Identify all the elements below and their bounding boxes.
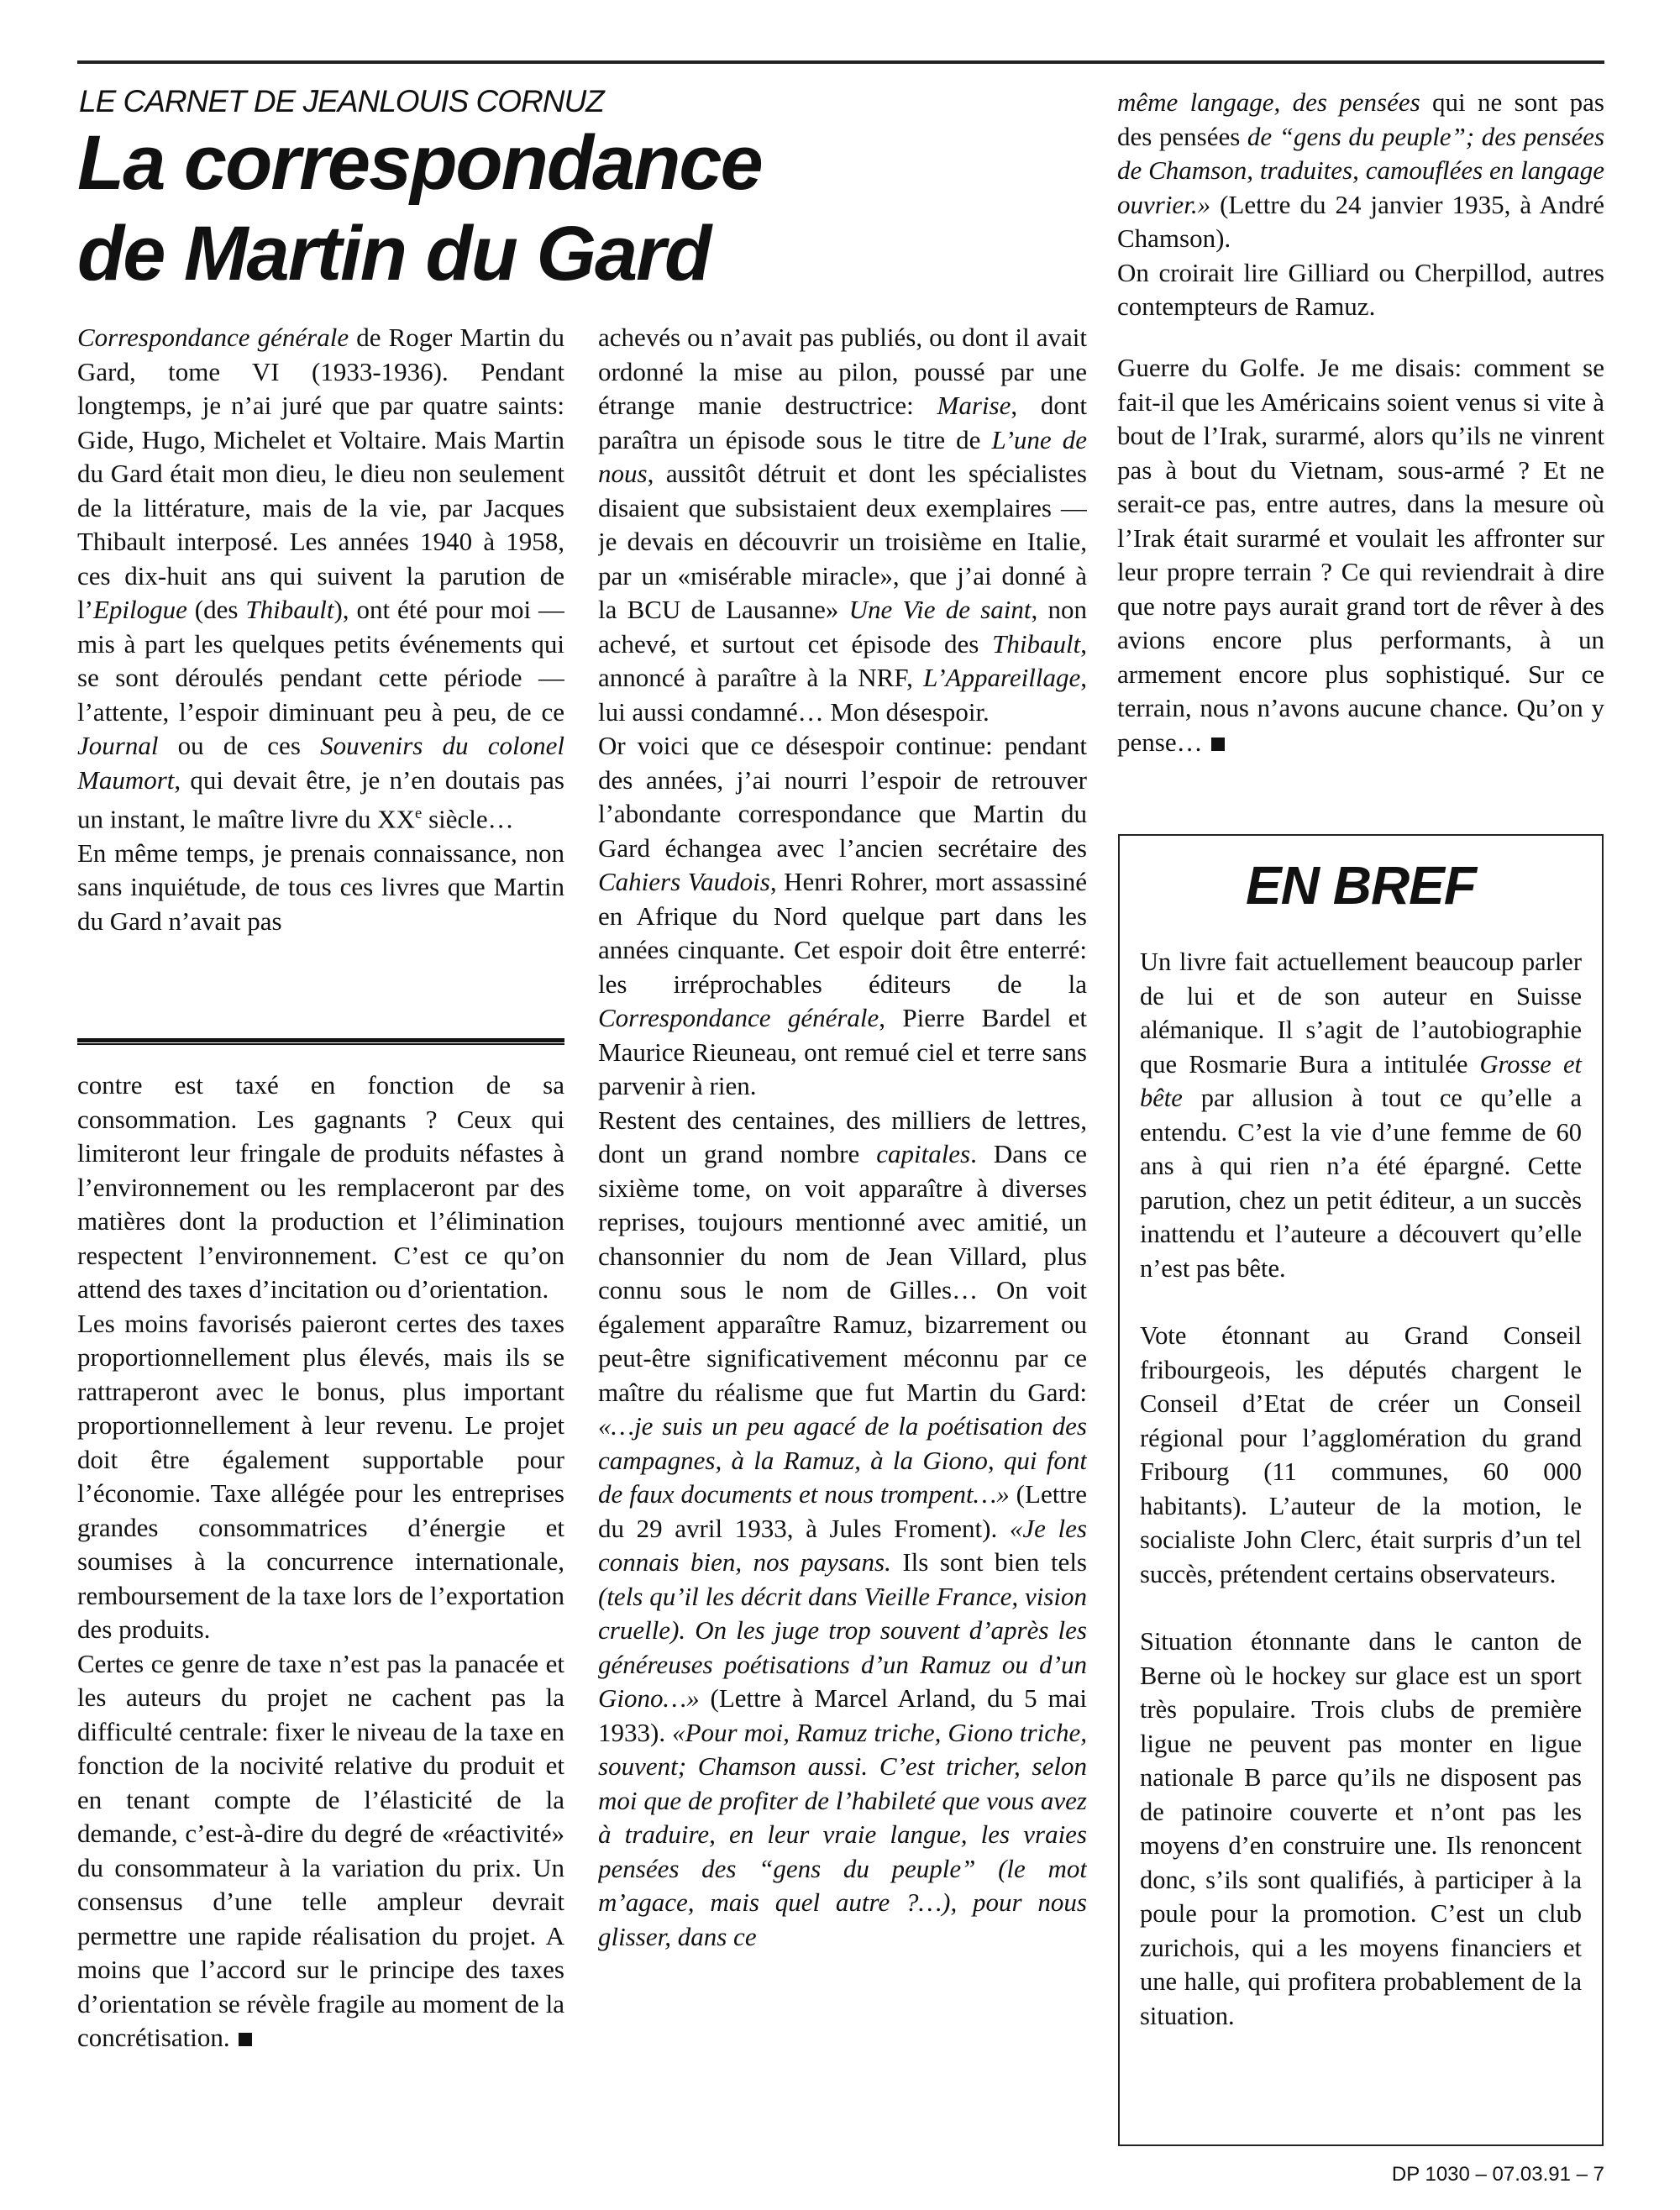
article-column-1-top — [77, 321, 564, 1001]
article-column-3-top — [1117, 86, 1604, 324]
en-bref-title: EN BREF — [1246, 855, 1476, 916]
headline-line-1: La correspondance — [77, 120, 762, 206]
paragraph: Guerre du Golfe. Je me disais: comment se fait-il que les Américains soient venus si vite à bout de l’Irak, surarmé, alors qu’ils ne vinrent pas à bout du Vietnam, sous-armé ? Et ne serait-ce pas, entre autres, dans la mesure où l’Irak était surarmé et voulait les affronter sur leur propre terrain ? Ce qui reviendrait à dire que notre pays aurait grand tort de rêver à des avions encore plus performants, à un armement encore plus sophistiqué. Sur ce terrain, nous n’avons aucune chance. Qu’on y pense… — [1117, 353, 1604, 757]
end-mark — [239, 2033, 252, 2046]
section-divider — [77, 1038, 564, 1045]
paragraph: même langage, des pensées qui ne sont pas des pensées de “gens du peuple”; des pensées de Chamson, traduites, camouflées en langage ouvrier.» (Lettre du 24 janvier 1935, à André Chamson). On croirait lire Gilliard ou Cherpillod, autres contempteurs de Ramuz. — [1117, 87, 1604, 321]
paragraph: achevés ou n’avait pas publiés, ou dont il avait ordonné la mise au pilon, poussé par une étrange manie destructrice: Marise, dont paraîtra un épisode sous le titre de L’une de nous, aussitôt détruit et dont les spécialistes disaient que subsistaient deux exemplaires — je devais en découvrir un troisième en Italie, par un «misérable miracle», que j’ai donné à la BCU de Lausanne» Une Vie de saint, non achevé, et surtout cet épisode des Thibault, annoncé à paraître à la NRF, L’Appareillage, lui aussi condamné… Mon désespoir. Or voici que ce désespoir continue: pendant des années, j’ai nourri l’espoir de retrouver l’abondante correspondance que Martin du Gard échangea avec l’ancien secrétaire des Cahiers Vaudois, Henri Rohrer, mort assassiné en Afrique du Nord quelque part dans les années cinquante. Cet espoir doit être enterré: les irréprochables éditeurs de la Correspondance générale, Pierre Bardel et Maurice Rieuneau, ont remué ciel et terre sans parvenir à rien. Restent des centaines, des milliers de lettres, dont un grand nombre capitales. Dans ce sixième tome, on voit apparaître à diverses reprises, toujours mentionné avec amitié, un chansonnier du nom de Jean Villard, plus connu sous le nom de Gilles… On voit également apparaître Ramuz, bizarrement ou peut-être significativement méconnu par ce maître du réalisme que fut Martin du Gard: «…je suis un peu agacé de la poétisation des campagnes, à la Ramuz, à la Giono, qui font de faux documents et nous trompent…» (Lettre du 29 avril 1933, à Jules Froment). «Je les connais bien, nos paysans. Ils sont bien tels (tels qu’il les décrit dans Vieille France, vision cruelle). On les juge trop souvent d’après les généreuses poétisations d’un Ramuz ou d’un Giono…» (Lettre à Marcel Arland, du 5 mai 1933). «Pour moi, Ramuz triche, Giono triche, souvent; Chamson aussi. C’est tricher, selon moi que de profiter de l’habileté que vous avez à traduire, en leur vraie langue, les vraies pensées des “gens du peuple” (le mot m’agace, mais quel autre ?…), pour nous glisser, dans ce — [598, 323, 1087, 1951]
en-bref-body — [1140, 945, 1582, 2066]
end-mark — [1211, 738, 1225, 751]
page-footer: DP 1030 – 07.03.91 – 7 — [1391, 2163, 1604, 2186]
top-rule — [77, 60, 1604, 64]
column-kicker: LE CARNET DE JEANLOUIS CORNUZ — [79, 84, 604, 118]
headline-line-2: de Martin du Gard — [77, 211, 711, 297]
brief-item: Situation étonnante dans le canton de Berne où le hockey sur glace est un sport très populaire. Trois clubs de première ligue ne peuvent pas monter en ligue nationale B parce qu’ils ne disposent pas de patinoire couverte et n’ont pas les moyens d’en construire une. Ils renoncent donc, s’ils sont qualifiés, à participer à la poule pour la promotion. C’est un club zurichois, qui a les moyens financiers et une halle, qui profitera probablement de la situation. — [1140, 1627, 1582, 2030]
article-column-2 — [598, 321, 1087, 2152]
en-bref-box — [1118, 834, 1604, 2146]
article-column-1-bottom — [77, 1068, 564, 2152]
brief-item: Vote étonnant au Grand Conseil fribourgeois, les députés chargent le Conseil d’Etat de créer un Conseil régional pour l’agglomération du grand Fribourg (11 communes, 60 000 habitants). L’auteur de la motion, le socialiste John Clerc, était surpris d’un tel succès, prétendent certains observateurs. — [1140, 1321, 1582, 1588]
article-headline — [77, 118, 1077, 299]
brief-item: Un livre fait actuellement beaucoup parler de lui et de son auteur en Suisse alémanique. Il s’agit de l’autobiographie que Rosmarie Bura a intitulée Grosse et bête par allusion à tout ce qu’elle a entendu. C’est la vie d’une femme de 60 ans à qui rien n’a été épargné. Cette parution, chez un petit éditeur, a un succès inattendu et l’auteure a découvert qu’elle n’est pas bête. — [1140, 948, 1582, 1283]
paragraph: contre est taxé en fonction de sa consommation. Les gagnants ? Ceux qui limiteront leur fringale de produits néfastes à l’environnement ou les remplaceront par des matières dont la production et l’élimination respectent l’environnement. C’est ce qu’on attend des taxes d’incitation ou d’orientation. Les moins favorisés paieront certes des taxes proportionnellement plus élevés, mais ils se rattraperont avec le bonus, plus important proportionnellement à leur revenu. Le projet doit être également supportable pour l’économie. Taxe allégée pour les entreprises grandes consommatrices d’énergie et soumises à la concurrence internationale, remboursement de la taxe lors de l’exportation des produits. Certes ce genre de taxe n’est pas la panacée et les auteurs du projet ne cachent pas la difficulté centrale: fixer le niveau de la taxe en fonction de la nocivité relative du produit et en tenant compte de l’élasticité de la demande, c’est-à-dire du degré de «réactivité» du consommateur à la variation du prix. Un consensus d’une telle ampleur devrait permettre une rapide réalisation du projet. A moins que l’accord sur le principe des taxes d’orientation se révèle fragile au moment de la concrétisation. — [77, 1070, 564, 2052]
paragraph: Correspondance générale de Roger Martin du Gard, tome VI (1933-1936). Pendant longtemps, je n’ai juré que par quatre saints: Gide, Hugo, Michelet et Voltaire. Mais Martin du Gard était mon dieu, le dieu non seulement de la littérature, mais de la vie, par Jacques Thibault interposé. Les années 1940 à 1958, ces dix-huit ans qui suivent la parution de l’Epilogue (des Thibault), ont été pour moi — mis à part les quelques petits événements qui se sont déroulés pendant cette période — l’attente, l’espoir diminuant peu à peu, de ce Journal ou de ces Souvenirs du colonel Maumort, qui devait être, je n’en doutais pas un instant, le maître livre du XXe siècle… En même temps, je prenais connaissance, non sans inquiétude, de tous ces livres que Martin du Gard n’avait pas — [77, 323, 564, 936]
article-column-3-mid — [1117, 351, 1604, 796]
